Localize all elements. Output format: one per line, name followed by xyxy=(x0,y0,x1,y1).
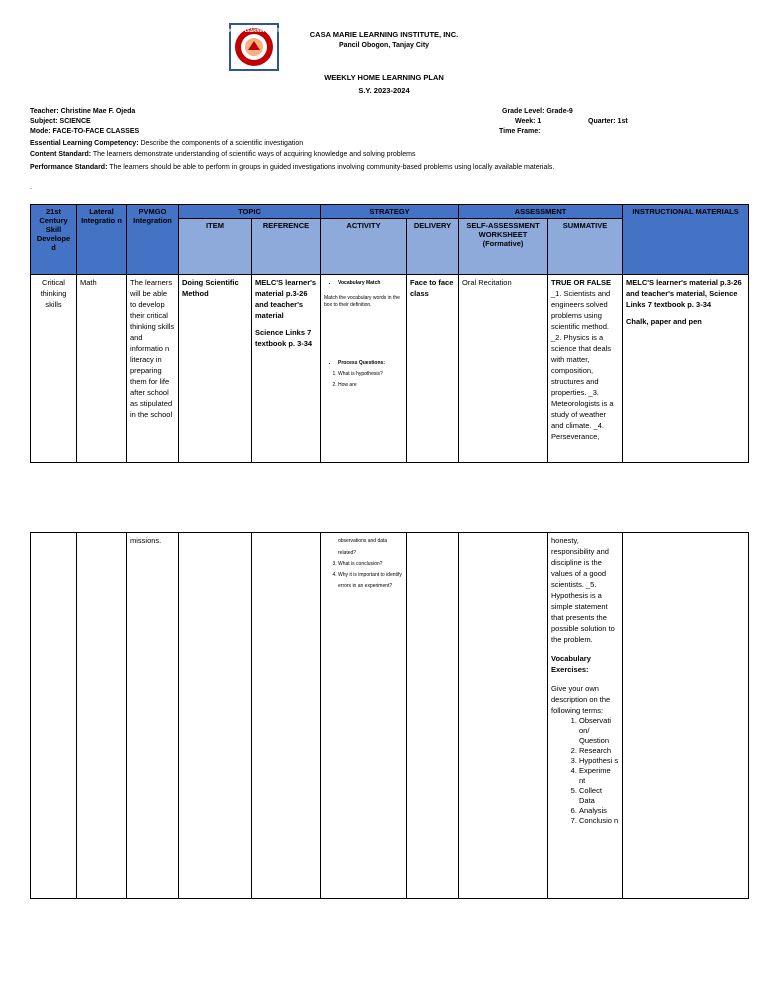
time-frame: Time Frame: xyxy=(499,128,541,135)
content-standard-label: Content Standard: xyxy=(30,151,92,158)
cell-materials xyxy=(623,275,749,463)
header-summative: SUMMATIVE xyxy=(548,219,623,275)
vocab-instructions: Give your own description on the following terms: xyxy=(551,684,611,715)
mode: Mode: FACE-TO-FACE CLASSES xyxy=(30,128,140,135)
cell-reference xyxy=(252,275,321,463)
header-lateral: Lateral Integratio n xyxy=(77,205,127,275)
process-questions-list xyxy=(324,357,403,369)
cont-century-skill xyxy=(31,533,77,899)
plan-table-page2 xyxy=(30,532,749,899)
cell-century-skill: Critical thinking skills xyxy=(31,275,77,463)
competency-label: Essential Learning Competency: xyxy=(30,140,139,147)
term-item: 3. Hypothesi s xyxy=(579,756,619,766)
cont-self-assessment xyxy=(459,533,548,899)
term-item: 6. Analysis xyxy=(579,806,619,816)
terms-list xyxy=(551,716,619,826)
header-materials: INSTRUCTIONAL MATERIALS xyxy=(623,205,749,275)
cont-delivery xyxy=(407,533,459,899)
reference-text-2: Science Links 7 textbook p. 3-34 xyxy=(255,328,313,348)
cont-summative xyxy=(548,533,623,899)
school-address: Pancil Obogon, Tanjay City xyxy=(338,42,430,49)
materials-text: MELC'S learner's material p.3-26 and teacher's material, Science Links 7 textbook p. 3-34 xyxy=(626,278,742,309)
cont-pvmgo: missions. xyxy=(127,533,179,899)
header-assessment: ASSESSMENT xyxy=(459,205,623,219)
cell-self-assessment: Oral Recitation xyxy=(459,275,548,463)
cont-lateral xyxy=(77,533,127,899)
question-3: 3. What is conclusion? xyxy=(338,559,403,570)
vocab-exercises-title: Vocabulary Exercises: xyxy=(551,654,591,674)
grade-level: Grade Level: Grade-9 xyxy=(502,108,573,115)
question-1: 1. What is hypothesis? xyxy=(338,369,403,380)
content-standard-text: The learners demonstrate understanding of scientific ways of acquiring knowledge and solving problems xyxy=(92,151,416,158)
content-standard-line xyxy=(30,150,415,159)
activity-list xyxy=(324,277,403,289)
term-item: 5. Collect Data xyxy=(579,786,619,806)
cell-delivery: Face to face class xyxy=(407,275,459,463)
cell-activity xyxy=(321,275,407,463)
header-item: ITEM xyxy=(179,219,252,275)
cont-activity xyxy=(321,533,407,899)
performance-standard-line xyxy=(30,163,554,172)
header-strategy: STRATEGY xyxy=(321,205,459,219)
plan-table-page1 xyxy=(30,204,749,463)
term-item: 7. Conclusio n xyxy=(579,816,619,826)
term-item: 4. Experime nt xyxy=(579,766,619,786)
cell-summative xyxy=(548,275,623,463)
term-item: 1. Observati on/ Question xyxy=(579,716,619,746)
cell-pvmgo: The learners will be able to develop their critical thinking skills and informatio n literacy in preparing them for life after school as stipulated in the school xyxy=(127,275,179,463)
reference-text: MELC'S learner's material p.3-26 and teacher's material xyxy=(255,278,317,320)
activity-instructions: Match the vocabulary words in the box to their definition. xyxy=(324,295,400,308)
competency-text: Describe the components of a scientific investigation xyxy=(140,140,304,147)
cell-lateral: Math xyxy=(77,275,127,463)
cell-item: Doing Scientific Method xyxy=(179,275,252,463)
plan-title: WEEKLY HOME LEARNING PLAN xyxy=(324,73,444,82)
header-delivery: DELIVERY xyxy=(407,219,459,275)
subject: Subject: SCIENCE xyxy=(30,118,91,125)
question-2-continued: observations and data related? xyxy=(338,538,388,556)
summative-continued: honesty, responsibility and discipline is the values of a good scientists. _5. Hypothesis is a simple statement that presents the possible solution to the problem. xyxy=(551,536,615,644)
week: Week: 1 xyxy=(515,118,542,125)
process-questions-title: • Process Questions: xyxy=(338,357,403,369)
school-year: S.Y. 2023-2024 xyxy=(358,86,410,95)
summative-title: TRUE OR FALSE xyxy=(551,278,612,287)
question-list-continued xyxy=(324,559,403,592)
performance-standard-text: The learners should be able to perform in groups in guided investigations involving community-based problems using locally available materials. xyxy=(109,164,555,171)
header-century-skill: 21st Century Skill Develope d xyxy=(31,205,77,275)
header-pvmgo: PVMGO Integration xyxy=(127,205,179,275)
header-reference: REFERENCE xyxy=(252,219,321,275)
header-topic: TOPIC xyxy=(179,205,321,219)
question-list xyxy=(324,369,403,391)
quarter: Quarter: 1st xyxy=(588,118,628,125)
header-activity: ACTIVITY xyxy=(321,219,407,275)
summative-text: _1. Scientists and engineers solved problems using scientific method. _2. Physics is a science that deals with matter, composition, structures and properties. _3. Meteorologists is a study of weather and climate. _4. Perseverance, xyxy=(551,289,614,441)
competency-line xyxy=(30,139,303,148)
activity-vocab: • Vocabulary Match xyxy=(338,277,403,289)
cont-item xyxy=(179,533,252,899)
term-item: 2. Research xyxy=(579,746,619,756)
question-2: 2. How are xyxy=(338,380,403,391)
cont-materials xyxy=(623,533,749,899)
school-name: CASA MARIE LEARNING INSTITUTE, INC. xyxy=(309,30,459,39)
header-self-assessment: SELF-ASSESSMENT WORKSHEET (Formative) xyxy=(459,219,548,275)
performance-standard-label: Performance Standard: xyxy=(30,164,108,171)
teacher-name: Teacher: Christine Mae F. Ojeda xyxy=(30,108,136,115)
cont-reference xyxy=(252,533,321,899)
stray-mark: . xyxy=(30,184,32,191)
question-4: 4. Why it is important to identify errors in an experiment? xyxy=(338,570,403,592)
materials-text-2: Chalk, paper and pen xyxy=(626,317,702,326)
logo-text: CASA MARIE LEARNING INSTITUTE xyxy=(215,28,293,33)
